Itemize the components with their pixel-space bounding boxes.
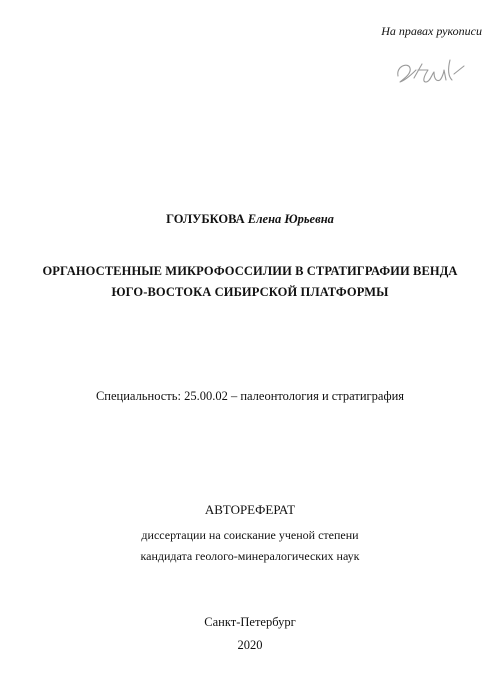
document-type-label: АВТОРЕФЕРАТ — [204, 502, 296, 517]
city: Санкт-Петербург — [204, 615, 296, 629]
document-type-line-2: кандидата геолого-минералогических наук — [140, 549, 360, 563]
year: 2020 — [237, 638, 263, 652]
document-type-line-1: диссертации на соискание ученой степени — [141, 528, 359, 542]
specialty: Специальность: 25.00.02 – палеонтология и стратиграфия — [95, 389, 405, 403]
rights-note: На правах рукописи — [381, 24, 482, 38]
dissertation-title-line-1: ОРГАНОСТЕННЫЕ МИКРОФОССИЛИИ В СТРАТИГРАФИИ ВЕНДА — [42, 264, 458, 278]
handwritten-signature — [392, 56, 466, 88]
author-surname: ГОЛУБКОВА — [166, 212, 245, 226]
author-given-names: Елена Юрьевна — [247, 212, 334, 226]
author-name — [0, 212, 500, 227]
dissertation-title-line-2: ЮГО-ВОСТОКА СИБИРСКОЙ ПЛАТФОРМЫ — [111, 285, 389, 299]
